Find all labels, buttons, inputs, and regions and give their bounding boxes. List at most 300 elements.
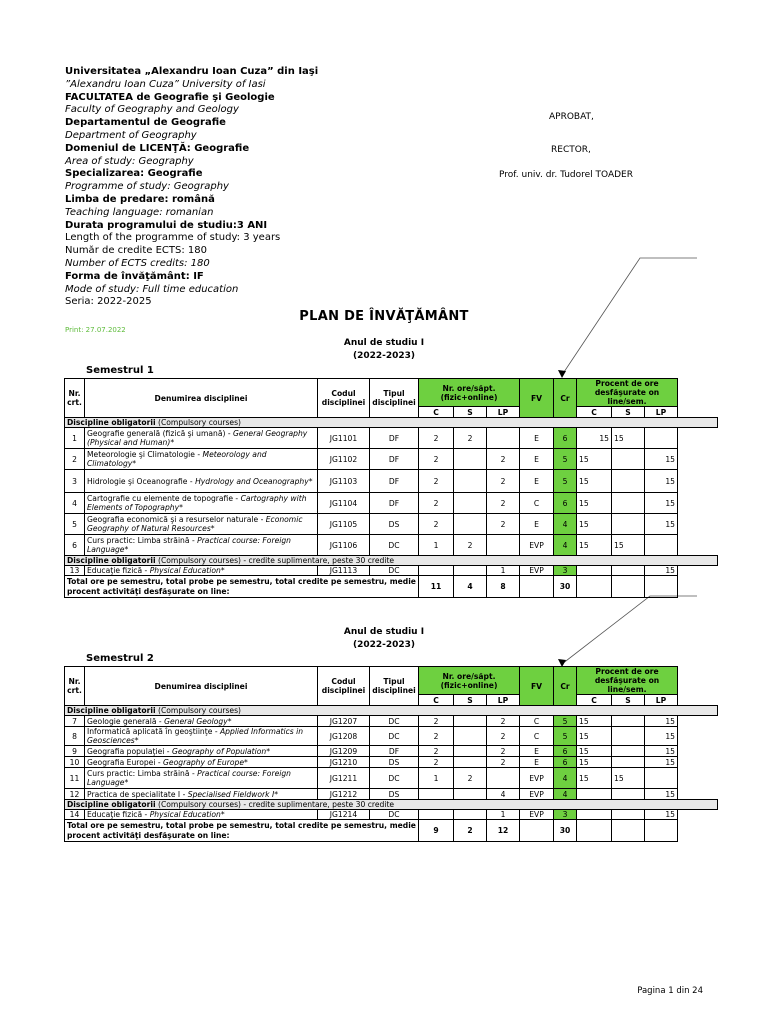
header-line: Universitatea „Alexandru Ioan Cuza” din Iaşi xyxy=(65,66,319,77)
course-name-en: Economic Geography of Natural Resources* xyxy=(87,515,303,533)
course-pct-c: 15 xyxy=(577,449,612,470)
rector-label: RECTOR, xyxy=(551,145,591,155)
col-s-header: S xyxy=(454,407,487,418)
header-line: Length of the programme of study: 3 years xyxy=(65,232,281,244)
course-hours-s xyxy=(454,727,487,746)
course-name xyxy=(85,428,318,449)
course-nr: 8 xyxy=(65,727,85,746)
category-note: (Compulsory courses) - credite suplimentare, peste 30 credite xyxy=(155,800,395,809)
course-pct-lp: 15 xyxy=(645,810,678,820)
category-note: (Compulsory courses) xyxy=(155,418,241,427)
course-name xyxy=(85,757,318,768)
course-name-ro: Geografia populaţiei xyxy=(87,746,165,756)
course-nr: 10 xyxy=(65,757,85,768)
course-hours-s xyxy=(454,470,487,493)
course-hours-s xyxy=(454,566,487,576)
course-fv: EVP xyxy=(520,810,554,820)
course-code: JG1208 xyxy=(318,727,370,746)
course-hours-c: 2 xyxy=(419,449,454,470)
course-credits: 3 xyxy=(554,810,577,820)
course-nr: 3 xyxy=(65,470,85,493)
header-line: Domeniul de LICENŢĂ: Geografie xyxy=(65,142,250,154)
course-name-ro: Curs practic: Limba străină xyxy=(87,769,190,778)
course-nr: 12 xyxy=(65,789,85,800)
course-row xyxy=(65,789,718,800)
course-hours-lp: 2 xyxy=(487,449,520,470)
course-code: JG1106 xyxy=(318,535,370,556)
course-pct-c: 15 xyxy=(577,757,612,768)
col-cr-header: Cr xyxy=(554,667,577,706)
course-hours-c: 1 xyxy=(419,768,454,789)
total-fv xyxy=(520,576,554,598)
course-row xyxy=(65,757,718,768)
course-hours-c: 2 xyxy=(419,757,454,768)
course-name xyxy=(85,746,318,757)
course-credits: 5 xyxy=(554,449,577,470)
col-hours-header: Nr. ore/săpt. (fizic+online) xyxy=(419,379,520,407)
course-nr: 5 xyxy=(65,514,85,535)
course-name xyxy=(85,810,318,820)
header-line: Number of ECTS credits: 180 xyxy=(65,257,210,269)
course-hours-lp: 1 xyxy=(487,566,520,576)
course-fv: C xyxy=(520,727,554,746)
course-name-ro: Cartografie cu elemente de topografie xyxy=(87,494,234,503)
category-row xyxy=(65,706,718,716)
course-name-ro: Geologie generală xyxy=(87,716,157,726)
col-code-header: Codul disciplinei xyxy=(318,667,370,706)
col-hours-header: Nr. ore/săpt. (fizic+online) xyxy=(419,667,520,695)
course-pct-c: 15 xyxy=(577,514,612,535)
course-pct-lp: 15 xyxy=(645,789,678,800)
course-pct-lp: 15 xyxy=(645,449,678,470)
course-name xyxy=(85,789,318,800)
course-row xyxy=(65,449,718,470)
course-credits: 4 xyxy=(554,768,577,789)
course-pct-c: 15 xyxy=(577,727,612,746)
course-hours-s xyxy=(454,757,487,768)
course-credits: 6 xyxy=(554,493,577,514)
course-type: DS xyxy=(370,789,419,800)
course-name-sep: - xyxy=(155,757,164,767)
course-name-en: Geography of Population* xyxy=(171,746,271,756)
course-pct-c: 15 xyxy=(577,746,612,757)
course-credits: 5 xyxy=(554,470,577,493)
course-pct-s xyxy=(612,810,645,820)
course-nr: 7 xyxy=(65,716,85,727)
col-type-header: Tipul disciplinei xyxy=(370,379,419,418)
course-hours-s xyxy=(454,449,487,470)
col-fv-header: FV xyxy=(520,667,554,706)
course-pct-lp: 15 xyxy=(645,493,678,514)
course-pct-s xyxy=(612,757,645,768)
course-nr: 4 xyxy=(65,493,85,514)
course-credits: 6 xyxy=(554,746,577,757)
course-credits: 5 xyxy=(554,727,577,746)
col-c-header: C xyxy=(577,695,612,706)
course-name-sep: - xyxy=(233,494,241,503)
col-c-header: C xyxy=(577,407,612,418)
total-c: 11 xyxy=(419,576,454,598)
course-name-sep: - xyxy=(258,515,266,524)
col-lp-header: LP xyxy=(487,407,520,418)
course-pct-s xyxy=(612,566,645,576)
page-title: PLAN DE ÎNVĂŢĂMÂNT xyxy=(299,309,469,324)
course-hours-c: 2 xyxy=(419,727,454,746)
semester-2-label: Semestrul 2 xyxy=(86,653,154,664)
course-hours-s xyxy=(454,789,487,800)
course-pct-lp xyxy=(645,768,678,789)
course-name xyxy=(85,514,318,535)
category-note: (Compulsory courses) - credite suplimentare, peste 30 credite xyxy=(155,556,395,565)
course-type: DC xyxy=(370,727,419,746)
course-hours-lp: 2 xyxy=(487,757,520,768)
course-pct-s xyxy=(612,789,645,800)
total-pct-c xyxy=(577,576,612,598)
course-pct-lp: 15 xyxy=(645,470,678,493)
course-name-en: Geography of Europe* xyxy=(163,757,248,767)
course-pct-c: 15 xyxy=(577,470,612,493)
total-lp: 12 xyxy=(487,820,520,842)
header-row xyxy=(65,667,718,695)
course-hours-c xyxy=(419,566,454,576)
course-fv: EVP xyxy=(520,566,554,576)
header-line: FACULTATEA de Geografie şi Geologie xyxy=(65,91,275,103)
course-name xyxy=(85,493,318,514)
col-name-header: Denumirea disciplinei xyxy=(85,667,318,706)
header-row xyxy=(65,379,718,407)
course-nr: 6 xyxy=(65,535,85,556)
course-name-en: Practical course: Foreign Language* xyxy=(87,536,291,554)
header-line: ”Alexandru Ioan Cuza” University of Iasi xyxy=(65,78,266,90)
col-name-header: Denumirea disciplinei xyxy=(85,379,318,418)
course-fv: E xyxy=(520,470,554,493)
course-code: JG1210 xyxy=(318,757,370,768)
course-hours-s xyxy=(454,514,487,535)
course-nr: 1 xyxy=(65,428,85,449)
course-hours-s: 2 xyxy=(454,535,487,556)
course-hours-c: 2 xyxy=(419,470,454,493)
course-name-sep: - xyxy=(225,429,234,438)
course-type: DF xyxy=(370,449,419,470)
course-name-ro: Geografia economică şi a resurselor naturale xyxy=(87,515,259,524)
category-note: (Compulsory courses) xyxy=(155,706,241,715)
course-name-ro: Curs practic: Limba străină xyxy=(87,536,190,545)
semester-2-table xyxy=(64,666,718,842)
course-hours-c: 2 xyxy=(419,428,454,449)
course-name xyxy=(85,768,318,789)
course-fv: E xyxy=(520,449,554,470)
course-hours-s xyxy=(454,493,487,514)
category-row xyxy=(65,800,718,810)
course-pct-s xyxy=(612,493,645,514)
course-name-en: Applied Informatics in Geosciences* xyxy=(87,727,304,745)
course-name-ro: Educaţie fizică xyxy=(87,566,143,575)
course-name xyxy=(85,566,318,576)
page-number: Pagina 1 din 24 xyxy=(637,986,703,996)
header-line: Seria: 2022-2025 xyxy=(65,296,152,308)
course-name-ro: Geografia Europei xyxy=(87,757,156,767)
col-lp-header: LP xyxy=(487,695,520,706)
header-line: Durata programului de studiu:3 ANI xyxy=(65,219,268,231)
course-name-sep: - xyxy=(142,566,150,575)
course-pct-c xyxy=(577,566,612,576)
course-hours-c xyxy=(419,810,454,820)
col-code-header: Codul disciplinei xyxy=(318,379,370,418)
course-pct-s xyxy=(612,514,645,535)
course-hours-lp: 2 xyxy=(487,514,520,535)
header-line: Limba de predare: română xyxy=(65,193,215,205)
course-hours-lp xyxy=(487,428,520,449)
course-name-en: Cartography with Elements of Topography* xyxy=(87,494,307,512)
course-code: JG1207 xyxy=(318,716,370,727)
course-name xyxy=(85,470,318,493)
course-pct-c: 15 xyxy=(577,716,612,727)
course-type: DS xyxy=(370,757,419,768)
header-line: Număr de credite ECTS: 180 xyxy=(65,245,207,257)
course-type: DS xyxy=(370,514,419,535)
course-code: JG1102 xyxy=(318,449,370,470)
course-type: DF xyxy=(370,428,419,449)
course-fv: C xyxy=(520,716,554,727)
course-code: JG1104 xyxy=(318,493,370,514)
course-name-sep: - xyxy=(156,716,165,726)
course-code: JG1214 xyxy=(318,810,370,820)
course-row xyxy=(65,535,718,556)
col-nr-header: Nr. crt. xyxy=(65,379,85,418)
course-fv: EVP xyxy=(520,535,554,556)
col-s-header: S xyxy=(454,695,487,706)
course-name-sep: - xyxy=(187,476,196,486)
course-pct-lp: 15 xyxy=(645,757,678,768)
year-range-2: (2022-2023) xyxy=(352,640,416,650)
course-row xyxy=(65,566,718,576)
course-hours-c: 2 xyxy=(419,746,454,757)
course-row xyxy=(65,514,718,535)
course-type: DC xyxy=(370,716,419,727)
col-lp-header: LP xyxy=(645,695,678,706)
course-name-ro: Geografie generală (fizică şi umană) xyxy=(87,429,226,438)
course-pct-s xyxy=(612,746,645,757)
course-pct-s: 15 xyxy=(612,428,645,449)
course-name-en: General Geography (Physical and Human)* xyxy=(87,429,308,447)
year-label-2: Anul de studiu I xyxy=(343,627,425,637)
course-row xyxy=(65,428,718,449)
course-row xyxy=(65,727,718,746)
header-line: Programme of study: Geography xyxy=(65,181,229,193)
category-row xyxy=(65,556,718,566)
col-s-header: S xyxy=(612,695,645,706)
col-cr-header: Cr xyxy=(554,379,577,418)
course-name-sep: - xyxy=(180,789,188,799)
course-name-ro: Informatică aplicată în geoştiinţe xyxy=(87,727,213,736)
course-fv: E xyxy=(520,757,554,768)
total-pct-lp xyxy=(645,820,678,842)
category-row xyxy=(65,418,718,428)
course-name-sep: - xyxy=(189,769,198,778)
course-name-en: General Geology* xyxy=(164,716,232,726)
total-credits: 30 xyxy=(554,576,577,598)
category-label xyxy=(65,418,718,428)
course-pct-lp xyxy=(645,535,678,556)
course-hours-s xyxy=(454,746,487,757)
header-line: Mode of study: Full time education xyxy=(65,283,239,295)
course-hours-lp: 4 xyxy=(487,789,520,800)
course-credits: 4 xyxy=(554,535,577,556)
course-nr: 9 xyxy=(65,746,85,757)
course-type: DC xyxy=(370,566,419,576)
course-fv: EVP xyxy=(520,789,554,800)
category-label xyxy=(65,800,718,810)
course-code: JG1101 xyxy=(318,428,370,449)
course-pct-lp: 15 xyxy=(645,566,678,576)
total-s: 4 xyxy=(454,576,487,598)
course-name-ro: Hidrologie şi Oceanografie xyxy=(87,476,188,486)
course-hours-c xyxy=(419,789,454,800)
course-row xyxy=(65,746,718,757)
course-name xyxy=(85,449,318,470)
course-hours-lp: 2 xyxy=(487,727,520,746)
course-type: DF xyxy=(370,746,419,757)
course-name-sep: - xyxy=(189,536,198,545)
totals-row xyxy=(65,820,718,842)
course-name-en: Meteorology and Climatology* xyxy=(87,450,267,468)
course-hours-lp: 2 xyxy=(487,746,520,757)
course-code: JG1103 xyxy=(318,470,370,493)
course-hours-c: 2 xyxy=(419,514,454,535)
course-pct-s xyxy=(612,449,645,470)
col-type-header: Tipul disciplinei xyxy=(370,667,419,706)
course-pct-s: 15 xyxy=(612,768,645,789)
category-title: Discipline obligatorii xyxy=(67,800,156,809)
approved-label: APROBAT, xyxy=(549,112,594,122)
course-hours-c: 2 xyxy=(419,493,454,514)
totals-label: Total ore pe semestru, total probe pe semestru, total credite pe semestru, medie procent activităţi desfăşurate on line: xyxy=(65,820,419,842)
course-nr: 11 xyxy=(65,768,85,789)
course-name xyxy=(85,716,318,727)
course-name-en: Specialised Fieldwork I* xyxy=(187,789,278,799)
course-name-en: Hydrology and Oceanography* xyxy=(195,476,313,486)
semester-1-label: Semestrul 1 xyxy=(86,365,154,376)
total-s: 2 xyxy=(454,820,487,842)
col-lp-header: LP xyxy=(645,407,678,418)
course-pct-c xyxy=(577,789,612,800)
course-pct-c: 15 xyxy=(577,535,612,556)
category-title: Discipline obligatorii xyxy=(67,706,156,715)
course-hours-lp: 2 xyxy=(487,470,520,493)
course-pct-s xyxy=(612,716,645,727)
total-pct-s xyxy=(612,576,645,598)
course-name-ro: Practica de specialitate I xyxy=(87,789,181,799)
course-pct-lp xyxy=(645,428,678,449)
course-fv: E xyxy=(520,428,554,449)
year-range-1: (2022-2023) xyxy=(352,351,416,361)
total-pct-c xyxy=(577,820,612,842)
course-type: DC xyxy=(370,768,419,789)
course-fv: C xyxy=(520,493,554,514)
course-name xyxy=(85,727,318,746)
course-code: JG1211 xyxy=(318,768,370,789)
course-hours-lp: 2 xyxy=(487,493,520,514)
header-line: Departamentul de Geografie xyxy=(65,117,226,129)
course-pct-c: 15 xyxy=(577,493,612,514)
course-code: JG1105 xyxy=(318,514,370,535)
col-pct-header: Procent de ore desfăşurate on line/sem. xyxy=(577,379,678,407)
course-name-ro: Educaţie fizică xyxy=(87,810,143,819)
course-fv: E xyxy=(520,514,554,535)
course-row xyxy=(65,493,718,514)
print-date: Print: 27.07.2022 xyxy=(65,326,126,334)
course-nr: 14 xyxy=(65,810,85,820)
course-pct-s xyxy=(612,470,645,493)
course-hours-lp: 1 xyxy=(487,810,520,820)
rector-name: Prof. univ. dr. Tudorel TOADER xyxy=(499,170,633,180)
course-name xyxy=(85,535,318,556)
course-row xyxy=(65,768,718,789)
category-title: Discipline obligatorii xyxy=(67,418,156,427)
course-hours-lp: 2 xyxy=(487,716,520,727)
col-pct-header: Procent de ore desfăşurate on line/sem. xyxy=(577,667,678,695)
course-pct-c xyxy=(577,810,612,820)
course-name-ro: Meteorologie şi Climatologie xyxy=(87,450,195,459)
course-credits: 3 xyxy=(554,566,577,576)
course-nr: 2 xyxy=(65,449,85,470)
header-line: Area of study: Geography xyxy=(65,155,194,167)
course-hours-s: 2 xyxy=(454,428,487,449)
total-fv xyxy=(520,820,554,842)
course-fv: E xyxy=(520,746,554,757)
course-nr: 13 xyxy=(65,566,85,576)
course-pct-lp: 15 xyxy=(645,514,678,535)
category-title: Discipline obligatorii xyxy=(67,556,156,565)
header-line: Department of Geography xyxy=(65,129,197,141)
course-pct-lp: 15 xyxy=(645,727,678,746)
totals-label: Total ore pe semestru, total probe pe semestru, total credite pe semestru, medie procent activităţi desfăşurate on line: xyxy=(65,576,419,598)
course-pct-lp: 15 xyxy=(645,716,678,727)
course-name-sep: - xyxy=(212,727,220,736)
course-name-sep: - xyxy=(194,450,203,459)
total-c: 9 xyxy=(419,820,454,842)
col-fv-header: FV xyxy=(520,379,554,418)
course-type: DC xyxy=(370,810,419,820)
course-pct-s: 15 xyxy=(612,535,645,556)
semester-1-table xyxy=(64,378,718,598)
course-fv: EVP xyxy=(520,768,554,789)
col-c-header: C xyxy=(419,695,454,706)
col-c-header: C xyxy=(419,407,454,418)
course-hours-lp xyxy=(487,535,520,556)
col-s-header: S xyxy=(612,407,645,418)
total-pct-lp xyxy=(645,576,678,598)
course-name-en: Physical Education* xyxy=(149,566,225,575)
course-hours-lp xyxy=(487,768,520,789)
course-hours-s xyxy=(454,716,487,727)
course-code: JG1209 xyxy=(318,746,370,757)
course-hours-c: 1 xyxy=(419,535,454,556)
course-pct-s xyxy=(612,727,645,746)
total-lp: 8 xyxy=(487,576,520,598)
col-nr-header: Nr. crt. xyxy=(65,667,85,706)
course-type: DF xyxy=(370,493,419,514)
year-label-1: Anul de studiu I xyxy=(343,338,425,348)
total-credits: 30 xyxy=(554,820,577,842)
course-row xyxy=(65,810,718,820)
header-line: Forma de învăţământ: IF xyxy=(65,270,204,282)
category-label xyxy=(65,706,718,716)
course-type: DF xyxy=(370,470,419,493)
header-line: Teaching language: romanian xyxy=(65,206,214,218)
course-name-sep: - xyxy=(142,810,150,819)
course-credits: 6 xyxy=(554,757,577,768)
